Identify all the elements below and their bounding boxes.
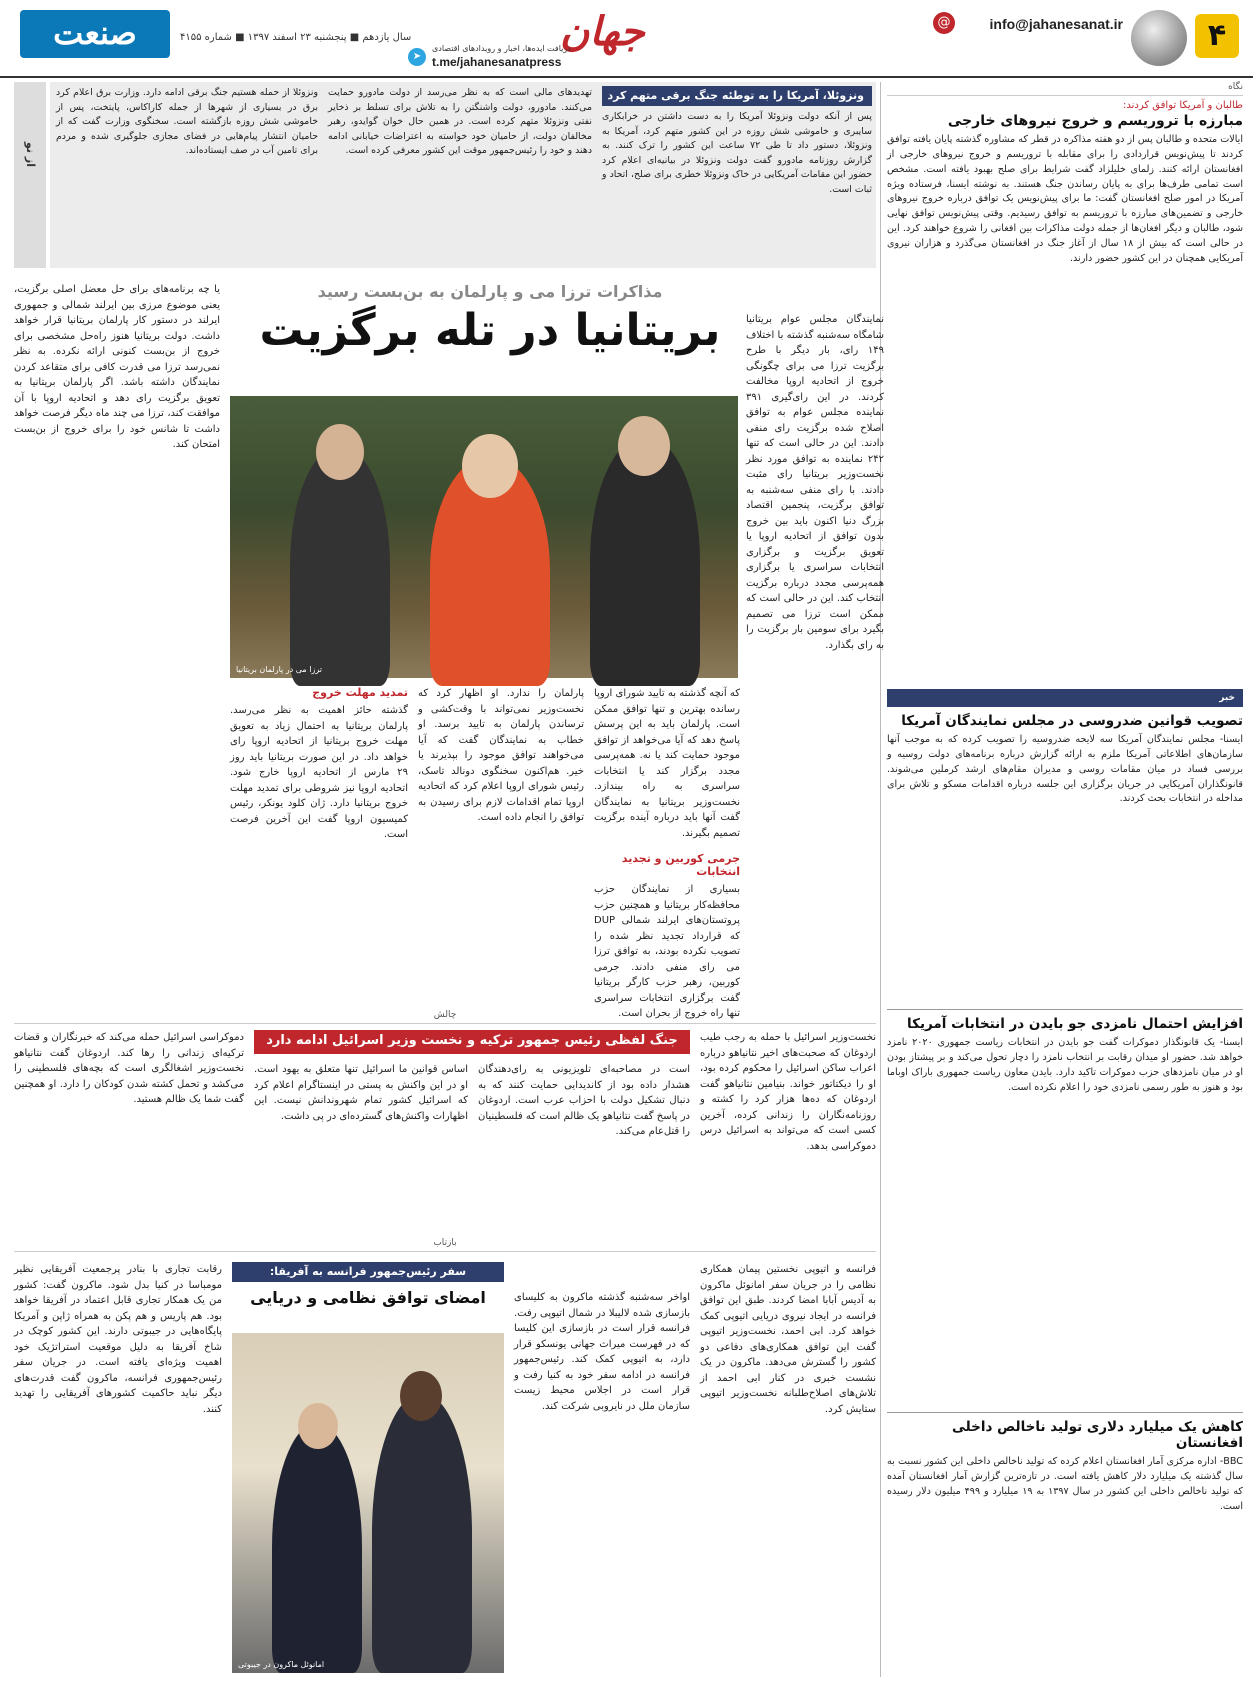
bazatab-col2: اواخر سه‌شنبه گذشته ماکرون به کلیسای بازسازی شده لالیبلا در شمال اتیوپی رفت. فرانسه قرار است در بازسازی این کلیسا که در فهرست میراث جهانی یونسکو قرار دارد، به اتیوپی کمک کند. رئیس‌جمهور فرانسه در ادامه سفر خود به کنیا رفت و قرار است در اجلاس محیط زیست سازمان ملل در نایروبی شرکت کند. [514,1292,690,1412]
bazatab-title: سفر رئیس‌جمهور فرانسه به آفریقا: [232,1262,504,1282]
telegram-caption: دریافت ایده‌ها، اخبار و رویدادهای اقتصادی [432,44,571,53]
bazatab-head [232,1262,504,1307]
main-col4-wrap [230,686,408,1002]
main-col3: پارلمان را ندارد. او اظهار کرد که نخست‌وزیر نمی‌تواند با وقت‌کشی و ترساندن پارلمان به تایید برسد. او خطاب به نمایندگان گفت که آیا می‌خواهند توافق موجود را بپذیرند یا خیر. هم‌اکنون سخنگوی دونالد تاسک، رئیس شورای اروپا اعلام کرد که اتحادیه اروپا تمام اقدامات لازم برای رسیدن به توافق را انجام داده است. [418,688,584,823]
main-col4: گذشته حائز اهمیت به نظر می‌رسد. پارلمان بریتانیا به احتمال زیاد به تعویق مهلت خروج بریتانیا از اتحادیه اروپا رای خواهد داد. در این صورت بریتانیا باید روز ۲۹ مارس از اتحادیه اروپا خارج شود. اتحادیه اروپا نیز شروطی برای تمدید مهلت خروج بریتانیا دارد. ژان کلود یونکر، رئیس کمیسیون اروپا گفت این آخرین فرصت است. [230,705,408,840]
top-box-col2: تهدیدهای مالی است که به نظر می‌رسد از دولت مادورو حمایت می‌کنند. مادورو، دولت واشنگتن را به تلاش برای تسلط بر ذخایر نفتی ونزوئلا متهم کرده است. در همین حال خوان گوایدو، رهبر مخالفان دولت، از حامیان خود خواسته به اعتراضات خیابانی ادامه دهند و خود را رئیس‌جمهور موقت این کشور معرفی کرده است. [328,87,592,157]
page-number: ۴ [1195,14,1239,58]
vertical-label-box [14,82,46,268]
news-tag: خبر [887,689,1243,707]
right-column [887,82,1243,1677]
telegram-promo[interactable] [408,44,588,70]
issue-line: سال یازدهم ■ پنجشنبه ۲۳ اسفند ۱۳۹۷ ■ شماره ۴۱۵۵ [180,32,412,43]
main-kicker-wrap [250,282,730,356]
main-kicker: مذاکرات ترزا می و پارلمان به بن‌بست رسید [317,282,663,301]
newspaper-logo: صنعت [20,10,170,58]
main-col2b: بسیاری از نمایندگان حزب محافظه‌کار بریتانیا و همچنین حزب پروتستان‌های ایرلند شمالی DUP که قرارداد تجدید نظر شده را تصویب نکرده بودند، به توافق ترزا می رای منفی دادند. جرمی کوربین، رهبر حزب کارگر بریتانیا گفت برگزاری انتخابات سراسری تنها راه خروج از بحران است. [594,884,740,1019]
right-tag: نگاه [887,82,1243,96]
bazatab-tag: بازتاب [14,1238,876,1252]
vertical-label: از نو [24,142,37,167]
top-box [50,82,876,268]
page-header [0,0,1253,78]
challenge-col2: است در مصاحبه‌ای تلویزیونی به رای‌دهندگان هشدار داده بود از کاندیدایی حمایت کنند که به دنبال تشکیل دولت با احزاب عرب است. اردوغان در پاسخ گفت نتانیاهو یک ظالم است که فلسطینیان را قتل‌عام می‌کند. [478,1064,690,1137]
news2-headline: افزایش احتمال نامزدی جو بایدن در انتخابات آمریکا [907,1016,1243,1032]
top-box-col1: پس از آنکه دولت ونزوئلا آمریکا را به دست داشتن در خرابکاری سایبری و خاموشی شش روزه در این کشور متهم کرد، آمریکا به ونزوئلا، دستور داد تا طی ۷۲ ساعت این کشور را ترک کنند. به گزارش روزنامه مادورو گفت دولت ونزوئلا در بیانیه‌ای اعلام کرد حضور این مقامات آمریکایی در خاک ونزوئلا خطری برای صلح، اتحاد و ثبات است. [602,111,872,195]
bazatab-col3: رقابت تجاری با بنادر پرجمعیت آفریقایی نظیر مومباسا در کنیا بدل شود. ماکرون گفت: کشور من یک همکار تجاری قابل اعتماد در آفریقا خواهد بود. هم پاریس و هم پکن به همراه ژاپن و آمریکا پایگاه‌هایی در جیبوتی دارند. این کشور کوچک در شاخ آفریقا به دلیل موقعیت استراتژیک خود اهمیت ویژه‌ای یافته است. در جریان سفر رئیس‌جمهوری فرانسه، ماکرون گفت قدرت‌های دیگر نباید حاکمیت کشورهای آفریقایی را تهدید کنند. [14,1264,222,1415]
globe-icon [1131,10,1187,66]
main-col2: که آنچه گذشته به تایید شورای اروپا رسانده بهترین و تنها توافق ممکن است. پارلمان باید به این پرسش پاسخ دهد که آیا می‌خواهد از توافق موجود حمایت کند یا نه. همه‌پرسی مجدد برگزار کند یا انتخابات سراسری به راه بیندازد. نخست‌وزیر بریتانیا به نمایندگان گفت آنها باید درباره آینده برگزیت تصمیم بگیرند. [594,688,740,839]
news1-body: ایسنا- مجلس نمایندگان آمریکا سه لایحه ضدروسیه را تصویب کرده که به موجب آنها سازمان‌های اطلاعاتی آمریکا ملزم به ارائه گزارش درباره برنامه‌های دولت روسیه و بررسی فساد در میان مقامات روسی و مدیران مقام‌های ارشد کرملین می‌شوند. قانونگذاران آمریکایی در جریان برگزاری این جلسه درباره اقدامات مسکو و تلاش برای مداخله در انتخابات بحث کردند. [887,734,1243,805]
challenge-col3: اساس قوانین ما اسرائیل تنها متعلق به یهود است. او در این واکنش به پستی در اینستاگرام اعلام کرد که اسرائیل کشور تمام شهروندانش نیست. این اظهارات واکنش‌های گسترده‌ای در پی داشت. [254,1064,468,1122]
news2-body: ایسنا- یک قانونگذار دموکرات گفت جو بایدن در انتخابات ریاست جمهوری ۲۰۲۰ نامزد خواهد شد. حضور او میدان رقابت بر انتخاب نامزد را دچار تحول می‌کند و بر پیشتاز بودن او در میان نامزدهای حزب دموکرات تاکید دارد. بایدن معاون ریاست جمهوری باراک اوباما بود و هنوز به طور رسمی نامزدی خود را اعلام نکرده است. [887,1037,1243,1093]
main-headline: بریتانیا در تله برگزیت [259,305,721,356]
news3-body: BBC- اداره مرکزی آمار افغانستان اعلام کرده که تولید ناخالص داخلی این کشور نسبت به سال گذشته یک میلیارد دلار کاهش یافته است. در تازه‌ترین گزارش آمار افغانستان آمده که تولید ناخالص داخلی این کشور در سال ۱۳۹۷ به ۱۹ میلیارد و ۴۹۹ میلیون دلار رسیده است. [887,1456,1243,1512]
challenge-tag: چالش [14,1010,876,1024]
section-title: جهان [560,8,645,55]
email-icon: @ [933,12,955,34]
subhead-extension: تمدید مهلت خروج [312,686,408,699]
divider [887,1412,1243,1413]
right-kicker: طالبان و آمریکا توافق کردند: [1123,100,1243,111]
right-headline: مبارزه با تروریسم و خروج نیروهای خارجی [947,113,1243,129]
subhead-corbyn: جرمی کوربین و تجدید انتخابات [621,852,740,878]
news1-headline: تصویب قوانین ضدروسی در مجلس نمایندگان آمریکا [901,713,1243,729]
right-body: ایالات متحده و طالبان پس از دو هفته مذاکره در قطر که مشاوره گذشته پایان یافته توافق کردند تا پیش‌نویس قراردادی را برای مقابله با تروریسم و خروج نیروهای خارجی از افغانستان ارائه کنند. زلمای خلیلزاد گفت شرایط برای صلح بهبود یافته است. مشخص است تمامی طرف‌ها برای به پایان رساندن جنگ هستند. به نوشته ایسنا، فرستاده ویژه آمریکا در امور صلح افغانستان گفت: ما برای پیش‌نویس یک توافق درباره خروج نیروهای خارجی و تضمین‌های مبارزه با تروریسم به توافق رسیدیم. وقتی پیش‌نویس توافق نهایی شود، طالبان و دیگر افغان‌ها از جمله دولت مذاکرات بین افغانی را شروع خواهند کرد. این در حالی است که بیش از ۱۸ سال از آغاز جنگ در افغانستان می‌گذرد و هزاران نیروی آمریکایی همچنان در این کشور حضور دارند. [887,134,1243,264]
main-photo [230,396,738,678]
telegram-link[interactable]: t.me/jahanesanatpress [432,55,562,69]
divider [887,1009,1243,1010]
bazatab-photo [232,1333,504,1673]
email-address[interactable]: info@jahanesanat.ir [989,16,1123,32]
top-box-col3: ونزوئلا از حمله هستیم جنگ برقی ادامه دارد. وزارت برق اعلام کرد برق در بسیاری از شهرها از جمله کاراکاس، پایتخت، پس از خاموشی شش روزه بازگشته است. سخنگوی وزارت گفت که از حامیان انتشار پیام‌هایی در فضای مجازی جلوگیری شده و مردم برای تامین آب در صف ایستاده‌اند. [56,87,318,157]
bazatab-col1: فرانسه و اتیوپی نخستین پیمان همکاری نظامی را در جریان سفر امانوئل ماکرون به آدیس آبابا امضا کردند. طبق این توافق فرانسه در ایجاد نیروی دریایی اتیوپی کمک خواهد کرد. ابی احمد، نخست‌وزیر اتیوپی گفت این توافق همکاری‌های دفاعی دو کشور را گسترش می‌دهد. ماکرون در یک نشست خبری در کنار ابی احمد از تلاش‌های اصلاح‌طلبانه نخست‌وزیر اتیوپی ستایش کرد. [700,1264,876,1415]
challenge-col4: دموکراسی اسرائیل حمله می‌کند که خبرنگاران و قضات ترکیه‌ای زندانی را رها کند. اردوغان گفت نتانیاهو نخست‌وزیر اشغالگری است که بچه‌های فلسطینی را می‌کشد و تحمل کشته شدن کودکان را دارد. او همچنین گفت شما یک ظالم هستید. [14,1032,244,1105]
challenge-col1: نخست‌وزیر اسرائیل با حمله به رجب طیب اردوغان که صحبت‌های اخیر نتانیاهو درباره اعراب ساکن اسرائیل را محکوم کرده بود، او را دیکتاتور خواند. بنیامین نتانیاهو گفت اردوغان که ده‌ها هزار کرد را کشته و روزنامه‌نگاران را زندانی کرده، آخرین کسی است که می‌تواند به اسرائیل درس دموکراسی بدهد. [700,1032,876,1152]
top-box-title: ونزوئلا، آمریکا را به توطئه جنگ برقی متهم کرد [602,86,872,106]
news3-headline: کاهش یک میلیارد دلاری تولید ناخالص داخلی افغانستان [951,1419,1243,1451]
main-col1: نمایندگان مجلس عوام بریتانیا شامگاه سه‌شنبه گذشته با اختلاف ۱۴۹ رای، بار دیگر با طرح برگزیت ترزا می برای چگونگی خروج از اتحادیه اروپا مخالفت کردند. در این رای‌گیری ۳۹۱ نماینده مجلس عوام به توافق اصلاح شده برگزیت رای منفی دادند. این در حالی است که تنها ۲۴۲ نماینده به توافق مورد نظر نخست‌وزیر بریتانیا رای مثبت دادند. با رای منفی سه‌شنبه به توافق برگزیت، پنجمین اقتصاد بزرگ دنیا اکنون باید بین خروج بدون توافق از اتحادیه اروپا یا تعویق برگزیت و برگزاری انتخابات سراسری یا برگزاری همه‌پرسی مجدد درباره برگزیت انتخاب کند. این در حالی است که ممکن است ترزا می تصمیم بگیرد برای سومین بار برگزیت را به رای بگذارد. [746,314,884,651]
bazatab-photo-alt: امانوئل ماکرون در جیبوتی [238,1660,325,1669]
challenge-title: جنگ لفظی رئیس جمهور ترکیه و نخست وزیر اسرائیل ادامه دارد [254,1030,690,1054]
main-col5: یا چه برنامه‌های برای حل معضل اصلی برگزیت، یعنی موضوع مرزی بین ایرلند شمالی و جمهوری ایرلند در دستور کار پارلمان بریتانیا قرار خواهد داشت. دولت بریتانیا هنوز راه‌حل مشخصی برای خروج از بن‌بست کنونی ارائه نکرده. به نظر نمی‌رسد ترزا می قدرت کافی برای متقاعد کردن نمایندگان داشته باشد. اگر پارلمان بریتانیا به تعویق برگزیت رای دهد و اتحادیه اروپا با آن موافقت کند، ترزا می چند ماه دیگر فرصت خواهد داشت تا شانس خود را برای خروج از بن‌بست امتحان کند. [14,284,220,450]
main-photo-alt: ترزا می در پارلمان بریتانیا [236,665,322,674]
main-col2-wrap [594,686,740,1019]
bazatab-headline: امضای توافق نظامی و دریایی [250,1288,486,1307]
telegram-icon: ➤ [408,48,426,66]
